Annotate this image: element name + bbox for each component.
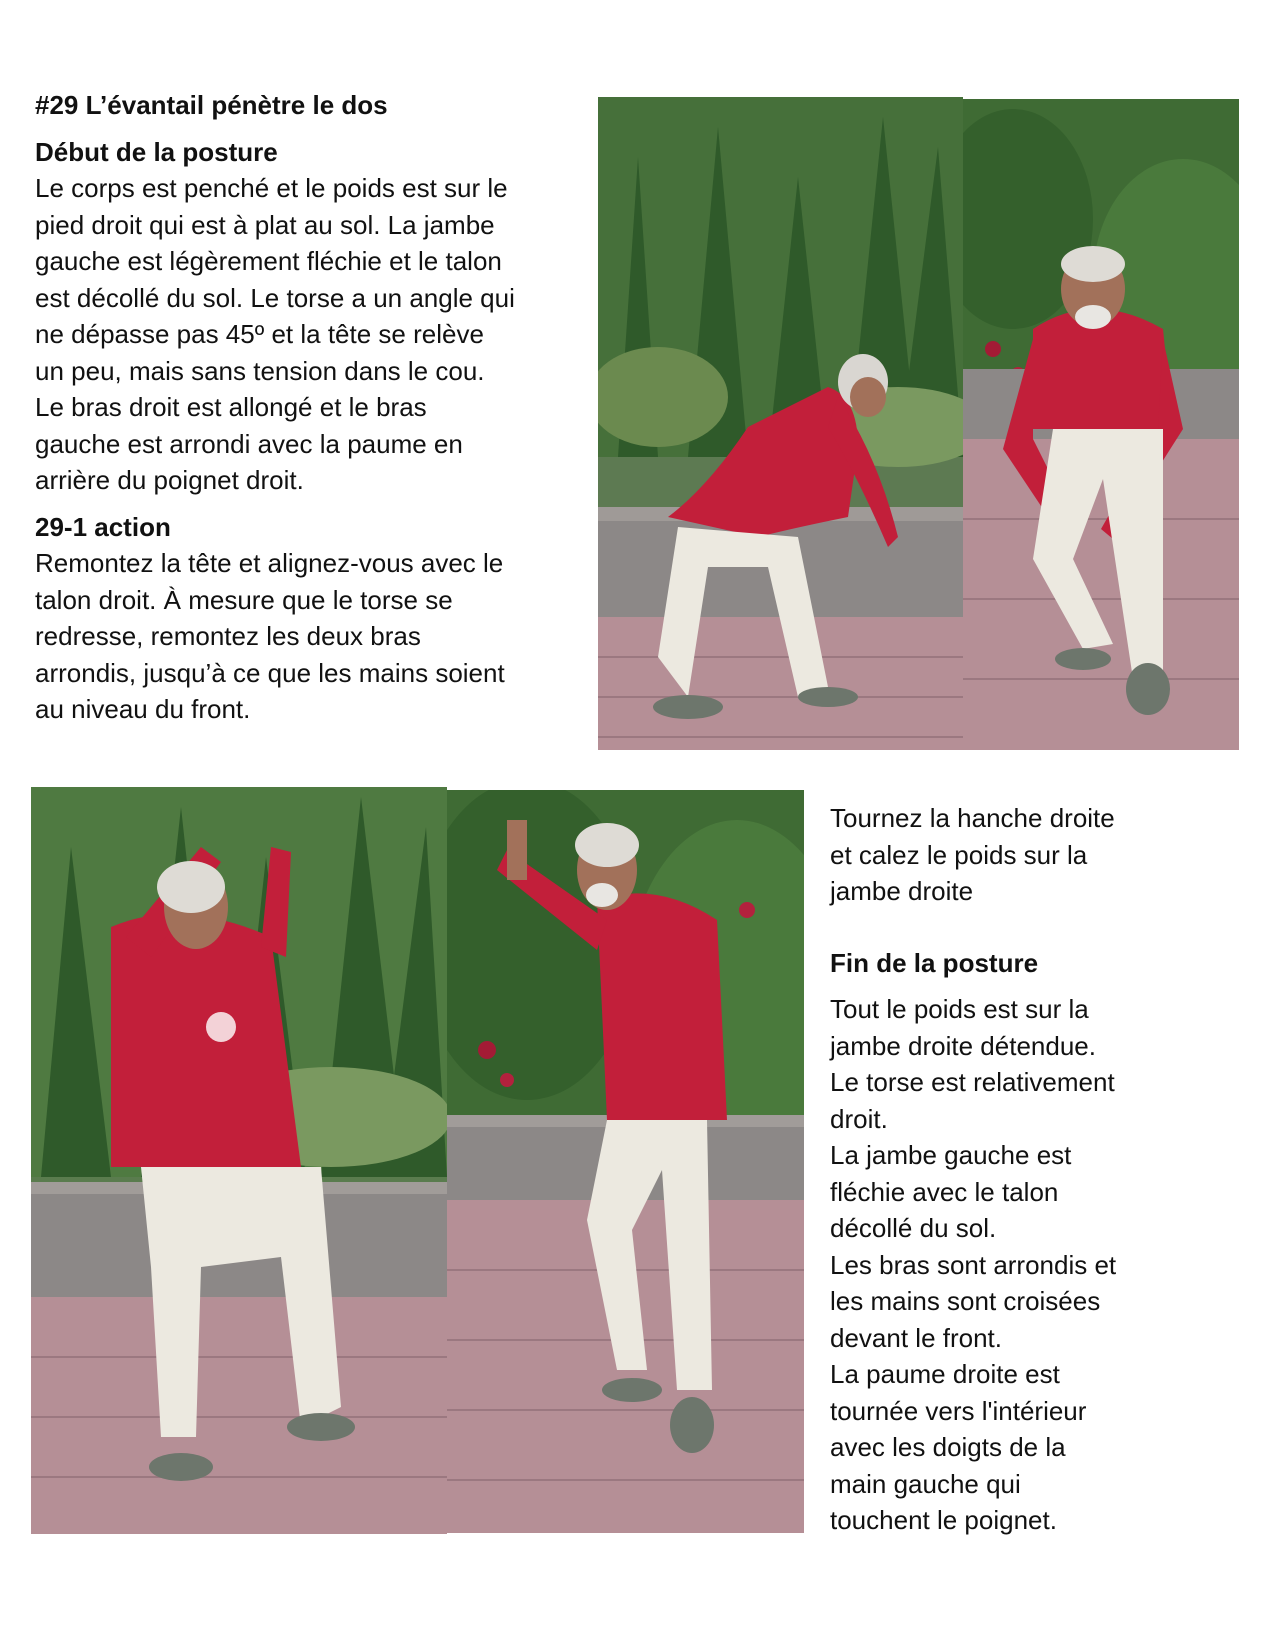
text-line: devant le front.	[830, 1322, 1002, 1353]
text-line: gauche est arrondi avec la paume en	[35, 428, 463, 459]
text-line: un peu, mais sans tension dans le cou.	[35, 355, 485, 386]
text-line: Le corps est penché et le poids est sur le	[35, 173, 508, 203]
section-heading-fin: Fin de la posture	[830, 947, 1039, 978]
text-line: Remontez la tête et alignez-vous avec le	[35, 548, 504, 578]
text-line: fléchie avec le talon	[830, 1176, 1059, 1207]
text-line: est décollé du sol. Le torse a un angle qui	[35, 282, 515, 313]
text-line: pied droit qui est à plat au sol. La jambe	[35, 209, 495, 240]
text-line: les mains sont croisées	[830, 1286, 1101, 1316]
text-line: Les bras sont arrondis et	[830, 1249, 1117, 1280]
text-line: arrière du poignet droit.	[35, 465, 304, 495]
text-line: jambe droite détendue.	[830, 1030, 1096, 1061]
section-heading-debut: Début de la posture	[35, 136, 278, 167]
text-line: décollé du sol.	[830, 1213, 997, 1243]
text-line: talon droit. À mesure que le torse se	[35, 584, 453, 615]
intro-line: jambe droite	[830, 876, 974, 906]
text-line: Tout le poids est sur la	[830, 994, 1089, 1024]
section-heading-action: 29-1 action	[35, 511, 171, 542]
text-line: main gauche qui	[830, 1468, 1021, 1499]
text-line: droit.	[830, 1103, 888, 1134]
top-text-block	[35, 87, 575, 728]
photo-bent-posture-side	[598, 97, 963, 750]
photo-raised-arms-side	[31, 787, 447, 1534]
text-line: Le bras droit est allongé et le bras	[35, 392, 427, 422]
text-line: avec les doigts de la	[830, 1432, 1066, 1462]
text-line: redresse, remontez les deux bras	[35, 621, 421, 651]
photo-raised-arms-front	[447, 790, 804, 1533]
text-line: touchent le poignet.	[830, 1505, 1057, 1535]
text-line: La jambe gauche est	[830, 1140, 1072, 1170]
page-title: #29 L’évantail pénètre le dos	[35, 90, 388, 120]
intro-line: Tournez la hanche droite	[830, 803, 1115, 833]
text-line: arrondis, jusqu’à ce que les mains soient	[35, 657, 505, 688]
photo-bent-posture-front	[963, 99, 1239, 750]
text-line: au niveau du front.	[35, 694, 251, 724]
text-line: gauche est légèrement fléchie et le talon	[35, 246, 502, 276]
text-line: Le torse est relativement	[830, 1067, 1115, 1097]
text-line: La paume droite est	[830, 1359, 1060, 1389]
right-text-block	[830, 800, 1250, 1539]
text-line: ne dépasse pas 45º et la tête se relève	[35, 319, 484, 349]
intro-line: et calez le poids sur la	[830, 839, 1088, 870]
text-line: tournée vers l'intérieur	[830, 1395, 1087, 1426]
